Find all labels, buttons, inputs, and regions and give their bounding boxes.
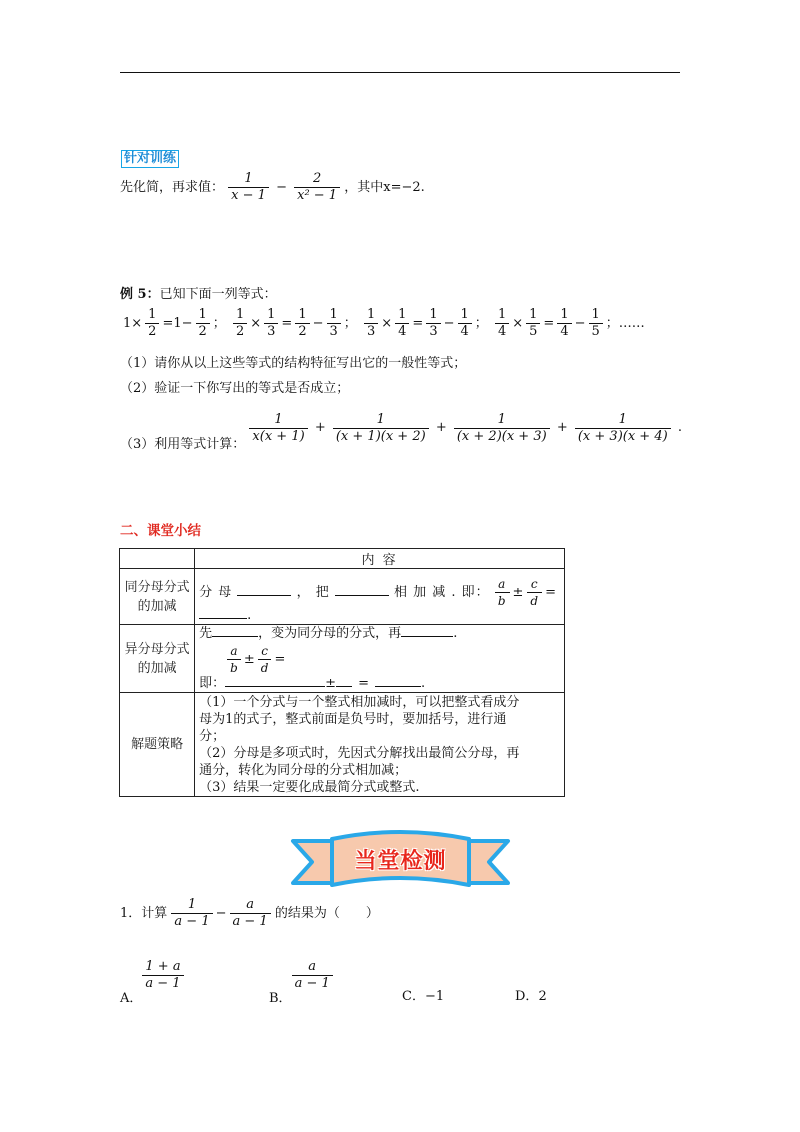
choice-a[interactable]: A． $\frac{1 + a}{a - 1}$ <box>120 957 184 1006</box>
sum-term-2: $\frac{1}{(x + 1)(x + 2)}$ <box>333 412 429 445</box>
q1-fraction-2: $\frac{a}{a - 1}$ <box>230 897 271 930</box>
strategy-line: （1）一个分式与一个整式相加减时，可以把整式看成分 <box>199 694 520 710</box>
strategy-line: 分； <box>199 728 226 744</box>
sum-term-3: $\frac{1}{(x + 2)(x + 3)}$ <box>454 412 550 445</box>
strategy-line: （3）结果一定要化成最简分式或整式. <box>199 779 420 795</box>
example5-intro: 已知下面一列等式： <box>159 287 277 302</box>
blank <box>212 636 258 637</box>
quiz-question-1: 1．计算 $\frac{1}{a - 1}$ − $\frac{a}{a - 1}$ 的结果为（ ） <box>120 897 379 929</box>
blank <box>401 636 453 637</box>
equality-sequence: 1× $\frac{1}{2}$ =1− $\frac{1}{2}$ ； $\frac{1}{2}$ × $\frac{1}{3}$ = $\frac{1}{2}$ − $\frac{1}{3}$ ； $\frac{1}{3}$ × $\frac{1}{4}$ = $\frac{1}{3}$ − $\frac{1}{4}$ ； $\frac{1}{4}$ × $\frac{1}{5}$ = $\frac{1}{4}$ − $\frac{1}{5}$ ；…… <box>120 307 648 340</box>
strategy-line: 通分，转化为同分母的分式相加减； <box>199 762 408 778</box>
q1-fraction-1: $\frac{1}{a - 1}$ <box>171 897 212 930</box>
row-label-diff-denominator: 异分母分式的加减 <box>120 625 195 693</box>
drill-suffix: ，其中x=−2. <box>344 180 425 195</box>
row-label-strategy: 解题策略 <box>120 693 195 797</box>
drill-fraction-2: $\frac{2}{\text{x² − 1}}$ <box>294 171 340 204</box>
question-1: （1）请你从以上这些等式的结构特征写出它的一般性等式； <box>120 356 467 371</box>
table-header: 内 容 <box>195 549 565 569</box>
sum-term-1: $\frac{1}{x(x + 1)}$ <box>249 412 307 445</box>
summary-table <box>119 548 565 797</box>
row-strategy <box>195 693 565 797</box>
question-3: （3）利用等式计算： $\frac{1}{x(x + 1)}$ + $\frac{1}{(x + 1)(x + 2)}$ + $\frac{1}{(x + 2)(x + 3)}$ + $\frac{1}{(x + 3)(x + 4)}$ . <box>120 402 685 454</box>
banner-title: 当堂检测 <box>354 849 447 874</box>
test-banner <box>288 827 513 897</box>
blank <box>237 595 291 596</box>
minus-sign: − <box>276 179 287 195</box>
example5-heading-line <box>120 286 277 304</box>
question-2: （2）验证一下你写出的等式是否成立； <box>120 381 350 396</box>
row-same-denominator: 分 母 ， 把 相 加 减 . 即： $\frac{a}{b}$ ± $\frac{c}{d}$ = . <box>195 569 565 625</box>
strategy-line: 母为1的式子，整式前面是负号时，要加括号，进行通 <box>199 711 507 727</box>
choice-c[interactable]: C．−1 <box>402 989 445 1004</box>
ellipsis: ；…… <box>605 315 645 331</box>
drill-label: 针对训练 <box>121 150 179 168</box>
q1-prefix: 1．计算 <box>120 906 168 921</box>
row-diff-denominator: 先 ，变为同分母的分式，再 . $\frac{a}{b}$ ± $\frac{c}{d}$ = 即： ± = . <box>195 625 565 693</box>
drill-problem <box>120 171 425 204</box>
header-rule <box>120 72 680 73</box>
blank <box>335 595 389 596</box>
drill-prefix: 先化简，再求值： <box>120 180 225 195</box>
choice-d[interactable]: D．2 <box>515 989 547 1004</box>
blank <box>199 618 247 619</box>
row-label-same-denominator: 同分母分式的加减 <box>120 569 195 625</box>
example5-heading: 例 5： <box>120 287 160 302</box>
q1-suffix: 的结果为（ ） <box>274 906 379 921</box>
summary-title: 二、课堂小结 <box>120 523 201 539</box>
strategy-line: （2）分母是多项式时，先因式分解找出最简公分母，再 <box>199 745 520 761</box>
question-3-label: （3）利用等式计算： <box>120 437 246 452</box>
choice-b[interactable]: B． $\frac{a}{a - 1}$ <box>269 957 333 1006</box>
sum-term-4: $\frac{1}{(x + 3)(x + 4)}$ <box>575 412 671 445</box>
drill-fraction-1: $\frac{1}{x - 1}$ <box>228 171 269 204</box>
